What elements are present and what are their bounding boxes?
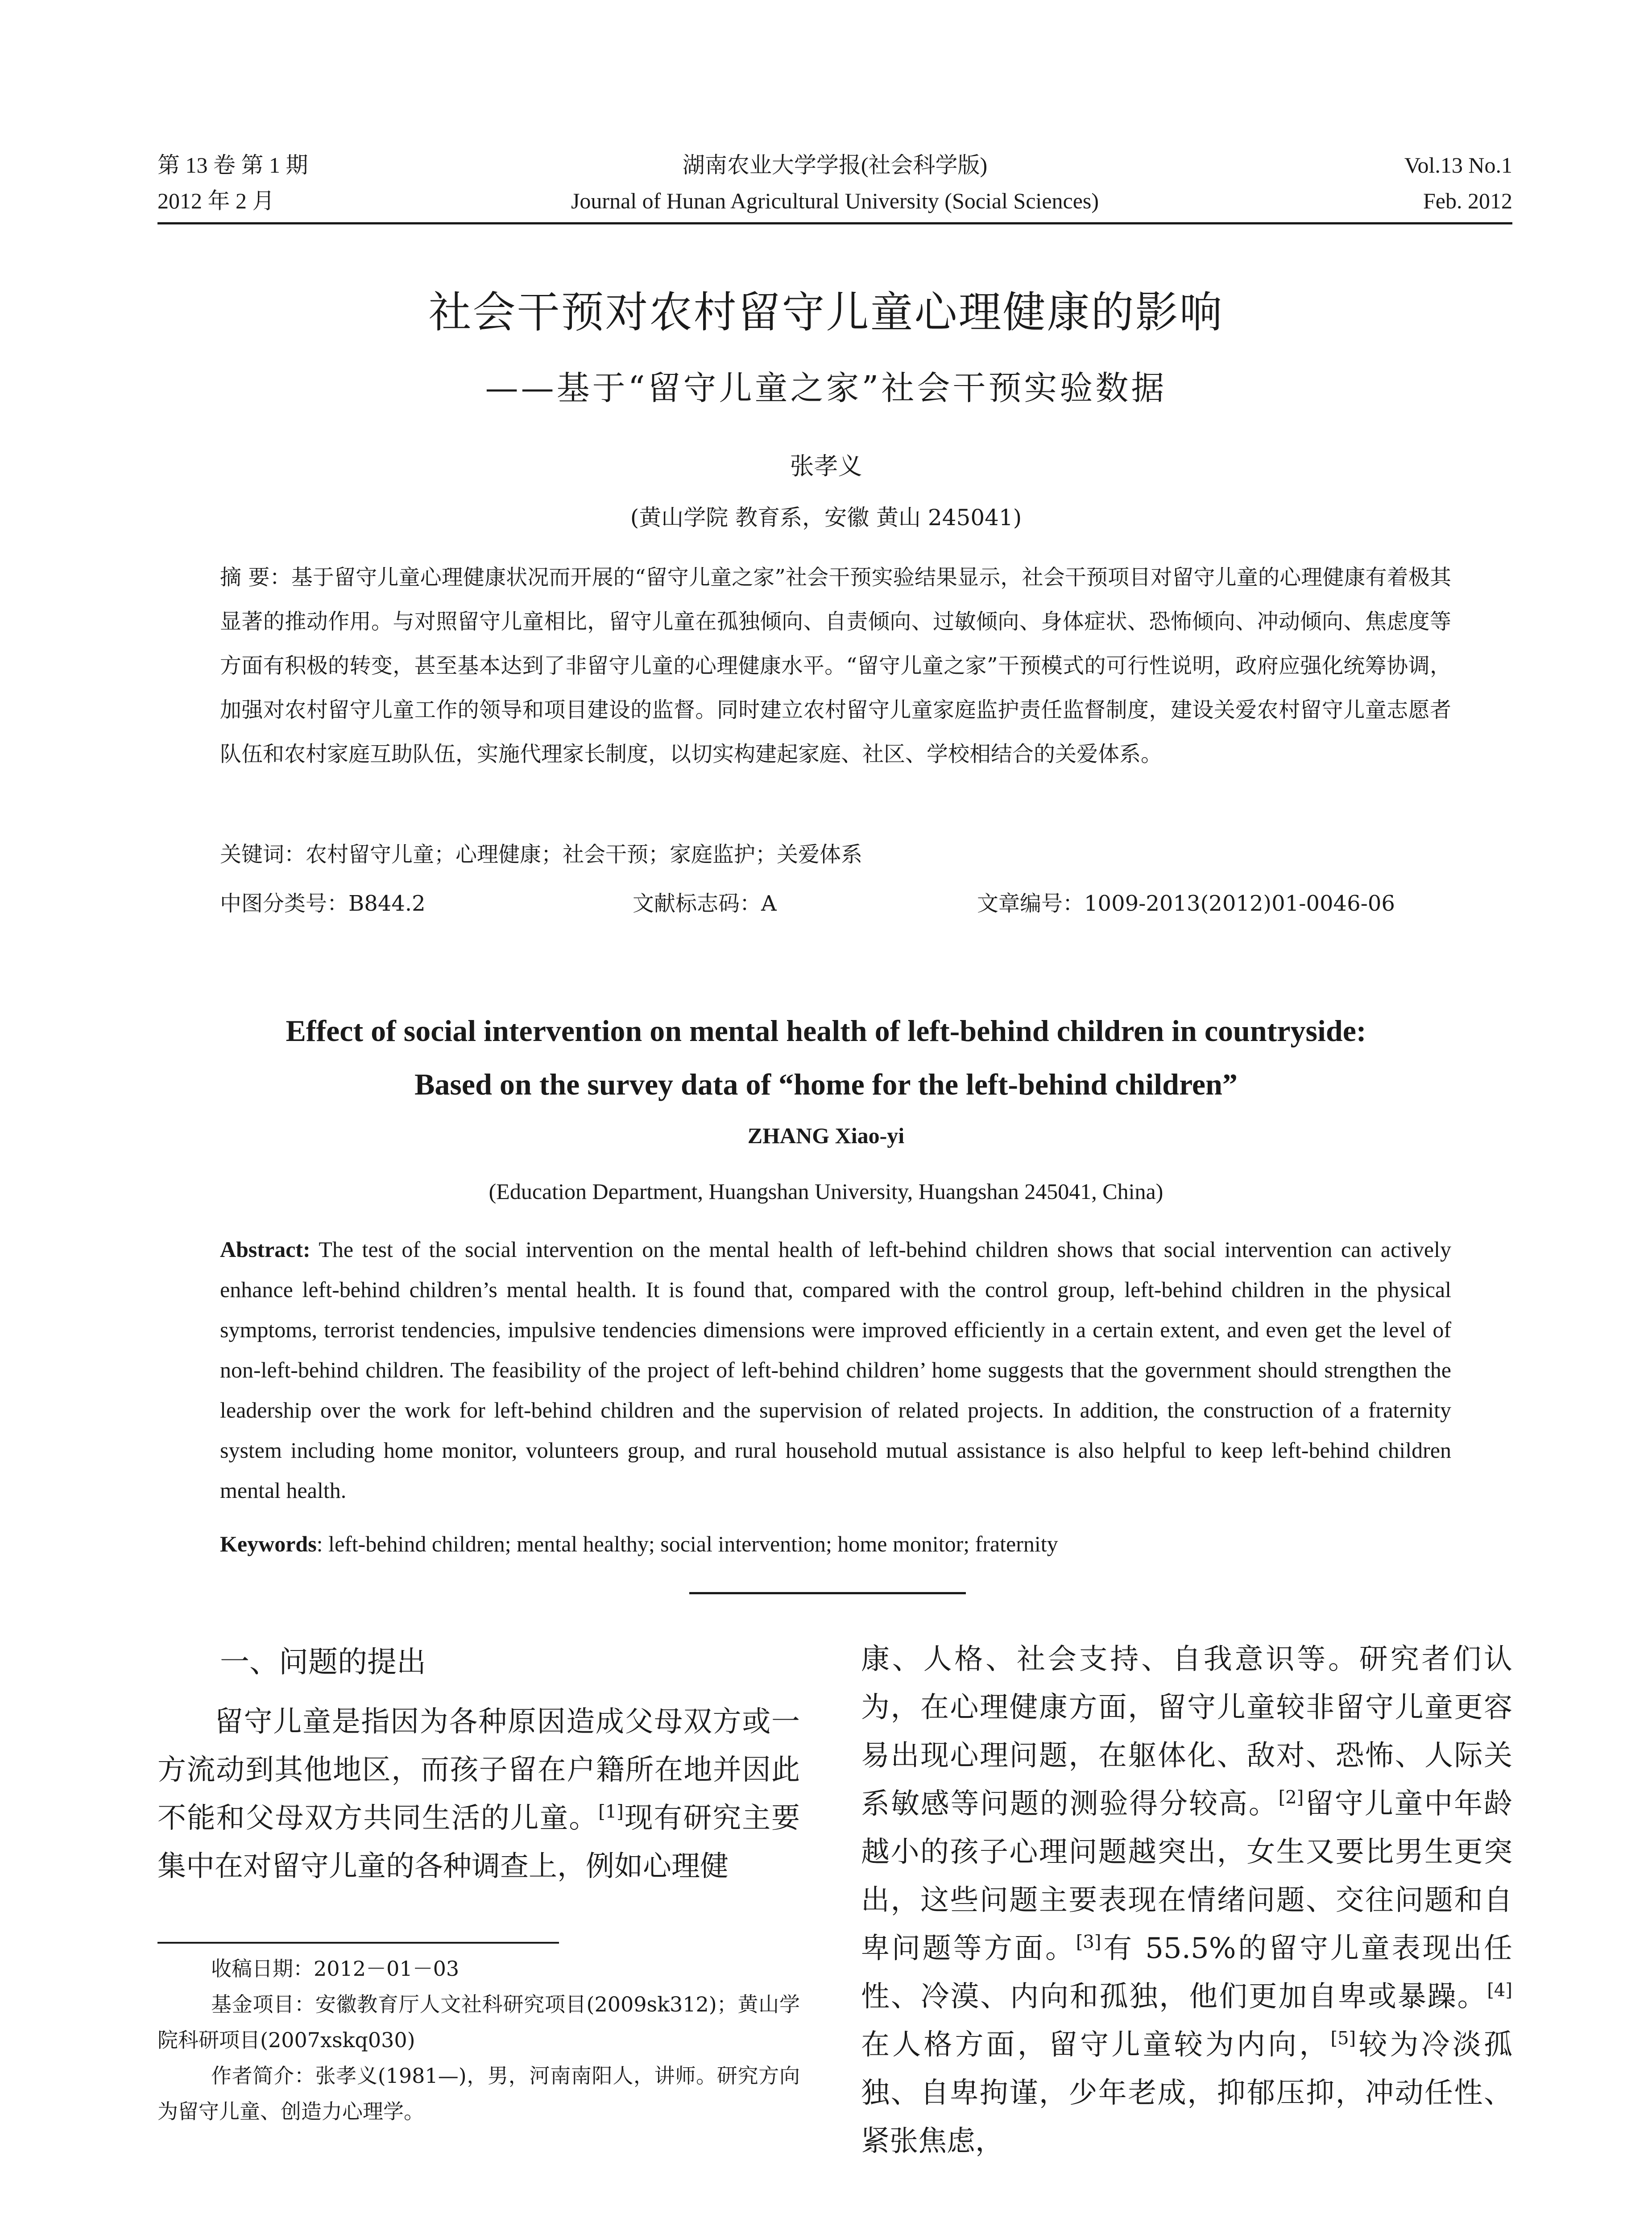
received-label: 收稿日期： <box>211 1957 314 1981</box>
body-column-right <box>861 1635 1512 2165</box>
body-text: 较为冷淡孤独、自卑拘谨，少年老成，抑郁压抑，冲动任性、紧张焦虑， <box>861 2028 1513 2158</box>
keywords-cn-text: 农村留守儿童；心理健康；社会干预；家庭监护；关爱体系 <box>306 842 863 867</box>
body-paragraph-1-continued <box>861 1635 1512 2165</box>
issue-volume: 第 13 卷 第 1 期 <box>157 153 308 178</box>
author-affiliation-en: (Education Department, Huangshan University, Huangshan 245041, China) <box>489 1179 1163 1204</box>
body-text: 现有研究主要集中在对留守儿童的各种调查上，例如心理健 <box>157 1802 800 1883</box>
bio-label: 作者简介： <box>211 2064 315 2088</box>
fund-label: 基金项目： <box>211 1992 315 2016</box>
abstract-en-label: Abstract: <box>220 1237 311 1262</box>
article-number-label: 文章编号： <box>977 891 1085 916</box>
keywords-en <box>220 1526 1451 1562</box>
journal-name-cn: 湖南农业大学学报(社会科学版) <box>682 153 988 178</box>
doc-code-label: 文献标志码： <box>633 891 762 916</box>
issue-date-cn: 2012 年 2 月 <box>157 188 275 213</box>
document-code <box>633 886 777 921</box>
author-name-en: ZHANG Xiao-yi <box>747 1123 905 1148</box>
section-heading: 一、问题的提出 <box>220 1645 426 1679</box>
keywords-cn <box>220 837 1451 872</box>
footnote-author-bio <box>157 2058 800 2129</box>
author-name-cn: 张孝义 <box>790 452 862 480</box>
abstract-en <box>220 1229 1451 1510</box>
bio-value: 张孝义(1981—)，男，河南南阳人，讲师。研究方向为留守儿童、创造力心理学。 <box>157 2064 800 2123</box>
section-divider <box>689 1592 966 1594</box>
running-header-row-2 <box>157 183 1512 219</box>
abstract-cn <box>220 556 1451 776</box>
footnotes <box>157 1951 800 2129</box>
footnote-fund <box>157 1986 800 2058</box>
clc-value: B844.2 <box>348 891 426 916</box>
article-title-en-line-1: Effect of social intervention on mental health of left-behind children in countryside: <box>286 1014 1366 1048</box>
doc-code-value: A <box>761 891 777 916</box>
body-text: 康、人格、社会支持、自我意识等。研究者们认为，在心理健康方面，留守儿童较非留守儿童更容易出现心理问题，在躯体化、敌对、恐怖、人际关系敏感等问题的测验得分较高。 <box>861 1643 1512 1820</box>
journal-name-en: Journal of Hunan Agricultural University (Social Sciences) <box>571 188 1099 213</box>
body-text: 有 55.5%的留守儿童表现出任性、冷漠、内向和孤独，他们更加自卑或暴躁。 <box>861 1932 1513 2013</box>
author-affiliation-cn: (黄山学院 教育系，安徽 黄山 245041) <box>630 505 1022 531</box>
volume-number-en: Vol.13 No.1 <box>1404 153 1512 178</box>
abstract-cn-text: 基于留守儿童心理健康状况而开展的“留守儿童之家”社会干预实验结果显示，社会干预项目对留守儿童的心理健康有着极其显著的推动作用。与对照留守儿童相比，留守儿童在孤独倾向、自责倾向、过敏倾向、身体症状、恐怖倾向、冲动倾向、焦虑度等方面有积极的转变，甚至基本达到了非留守儿童的心理健康水平。“留守儿童之家”干预模式的可行性说明，政府应强化统筹协调，加强对农村留守儿童工作的领导和项目建设的监督。同时建立农村留守儿童家庭监护责任监督制度，建设关爱农村留守儿童志愿者队伍和农村家庭互助队伍，实施代理家长制度，以切实构建起家庭、社区、学校相结合的关爱体系。 <box>220 565 1451 767</box>
keywords-en-text: : left-behind children; mental healthy; social intervention; home monitor; fraternity <box>316 1531 1058 1556</box>
received-value: 2012－01－03 <box>314 1957 460 1981</box>
clc-label: 中图分类号： <box>220 891 349 916</box>
article-number <box>977 886 1395 921</box>
body-text: 留守儿童是指因为各种原因造成父母双方或一方流动到其他地区，而孩子留在户籍所在地并因此不能和父母双方共同生活的儿童。 <box>157 1705 800 1835</box>
body-paragraph-1 <box>157 1698 800 1891</box>
footnote-divider <box>157 1942 559 1944</box>
body-text: 在人格方面，留守儿童较为内向， <box>861 2028 1331 2061</box>
citation-ref: [1] <box>598 1801 624 1822</box>
fund-value: 安徽教育厅人文社科研究项目(2009sk312)；黄山学院科研项目(2007xskq030) <box>157 1992 800 2052</box>
clc-number <box>220 886 426 921</box>
footnote-received <box>157 1951 800 1986</box>
header-divider <box>157 222 1512 224</box>
abstract-cn-label: 摘 要： <box>220 565 291 590</box>
citation-ref: [4] <box>1487 1980 1512 2001</box>
citation-ref: [3] <box>1076 1932 1101 1953</box>
article-title-en-line-2: Based on the survey data of “home for the left-behind children” <box>414 1067 1238 1101</box>
keywords-cn-label: 关键词： <box>220 842 306 867</box>
citation-ref: [2] <box>1278 1787 1304 1808</box>
body-text: 留守儿童中年龄越小的孩子心理问题越突出，女生又要比男生更突出，这些问题主要表现在情绪问题、交往问题和自卑问题等方面。 <box>861 1787 1513 1965</box>
issue-date-en: Feb. 2012 <box>1423 188 1512 213</box>
article-title-en <box>0 1004 1652 1111</box>
running-header-row-1 <box>157 147 1512 183</box>
abstract-en-text: The test of the social intervention on the mental health of left-behind children shows that social intervention can actively enhance left-behind children’s mental health. It is found that, compared with the control group, left-behind children in the physical symptoms, terrorist tendencies, impulsive tendencies dimensions were improved efficiently in a certain extent, and even get the level of non-left-behind children. The feasibility of the project of left-behind children’ home suggests that the government should strengthen the leadership over the work for left-behind children and the supervision of related projects. In addition, the construction of a fraternity system including home monitor, volunteers group, and rural household mutual assistance is also helpful to keep left-behind children mental health. <box>220 1237 1451 1503</box>
article-subtitle-cn: ——基于“留守儿童之家”社会干预实验数据 <box>485 369 1167 407</box>
article-title-cn: 社会干预对农村留守儿童心理健康的影响 <box>428 287 1224 337</box>
body-column-left <box>157 1635 800 1891</box>
article-number-value: 1009-2013(2012)01-0046-06 <box>1084 891 1395 916</box>
keywords-en-label: Keywords <box>220 1531 317 1556</box>
citation-ref: [5] <box>1330 2028 1356 2049</box>
